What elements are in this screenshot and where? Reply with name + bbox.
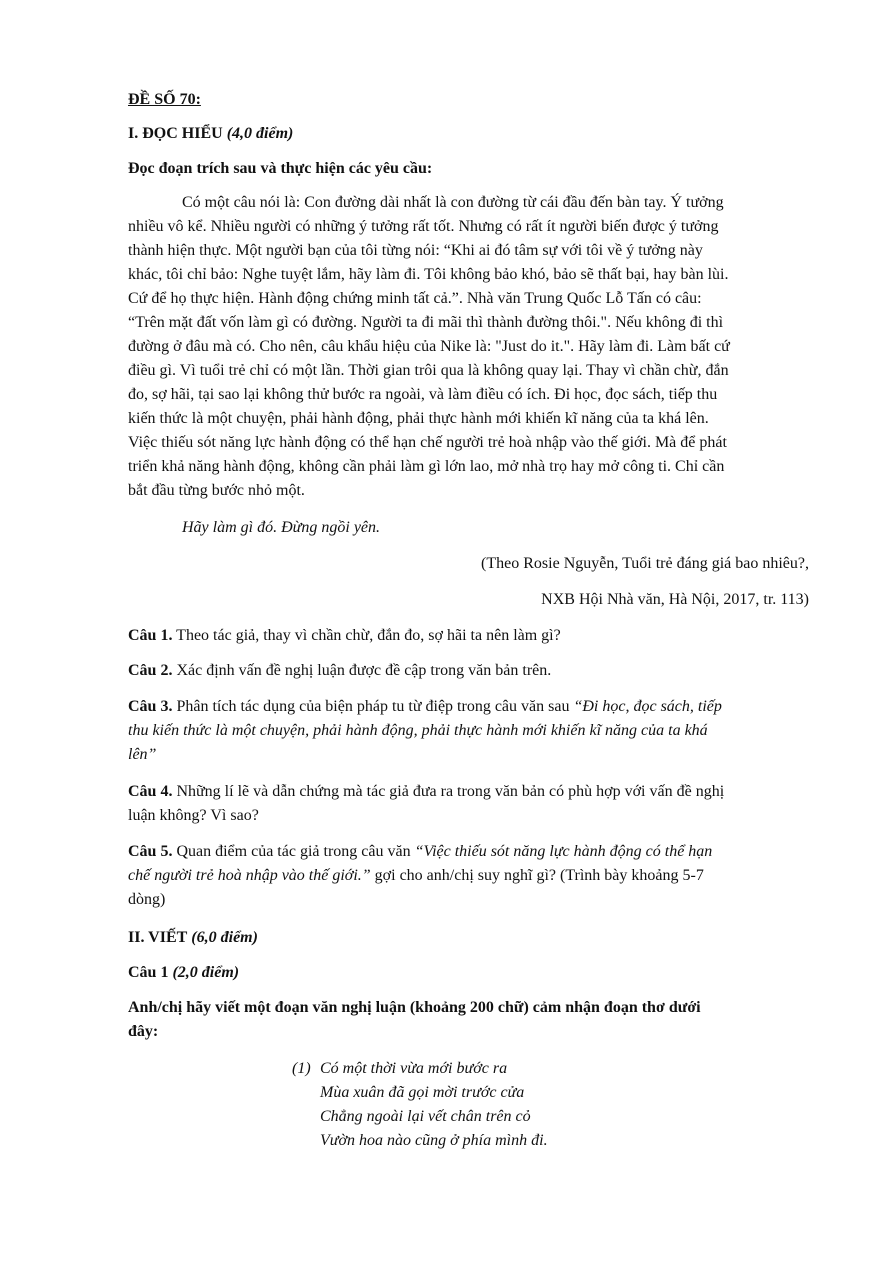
question-4-line-1 [128,782,724,802]
question-text: gợi cho anh/chị suy nghĩ gì? (Trình bày khoảng 5-7 [370,867,704,884]
section-1-heading [128,124,293,144]
poem-number: (1) [292,1060,311,1077]
question-text: Quan điểm của tác giả trong câu văn [172,843,415,860]
passage-line: đường ở đâu mà có. Cho nên, câu khẩu hiệu của Nike là: "Just do it.". Hãy làm đi. Làm bất cứ [128,338,730,355]
question-label: Câu 1. [128,627,173,644]
passage-line: kiến thức là một chuyện, phải hành động, phải thực hành mới khiến kĩ năng của ta khá lên. [128,410,709,427]
question-3-line-2: thu kiến thức là một chuyện, phải hành động, phải thực hành mới khiến kĩ năng của ta khá [128,722,708,739]
section-1-score: (4,0 điểm) [226,125,294,142]
passage-line: thành hiện thực. Một người bạn của tôi từng nói: “Khi ai đó tâm sự với tôi về ý tưởng này [128,242,703,259]
exam-title: ĐỀ SỐ 70: [128,91,201,108]
question-label: Câu 3. [128,698,173,715]
writing-prompt-line-2: đây: [128,1023,159,1040]
question-score: (2,0 điểm) [172,964,240,981]
question-4-line-2: luận không? Vì sao? [128,807,259,824]
question-quote: “Đi học, đọc sách, tiếp [573,698,722,715]
passage-line: điều gì. Vì tuổi trẻ chỉ có một lần. Thời gian trôi qua là không quay lại. Thay vì chần chừ, đắn [128,362,729,379]
question-1 [128,626,561,646]
passage-line: Có một câu nói là: Con đường dài nhất là con đường từ cái đầu đến bàn tay. Ý tưởng [182,194,724,211]
passage-line: nhiều vô kể. Nhiều người có những ý tưởng rất tốt. Nhưng có rất ít người biến được ý tưởng [128,218,719,235]
poem-line: Có một thời vừa mới bước ra [320,1060,508,1077]
question-2 [128,661,551,681]
question-text: Theo tác giả, thay vì chần chừ, đắn đo, sợ hãi ta nên làm gì? [172,627,561,644]
question-quote: “Việc thiếu sót năng lực hành động có thể hạn [414,843,713,860]
question-5-line-1 [128,842,712,862]
question-text: Những lí lẽ và dẫn chứng mà tác giả đưa ra trong văn bản có phù hợp với vấn đề nghị [172,783,725,800]
question-5-line-3: dòng) [128,891,166,908]
question-label: Câu 2. [128,662,173,679]
passage-line: triển khả năng hành động, không cần phải làm gì lớn lao, mở nhà trọ hay mở công ti. Chỉ cần [128,458,725,475]
writing-question-1 [128,963,239,983]
question-label: Câu 4. [128,783,173,800]
reading-instruction: Đọc đoạn trích sau và thực hiện các yêu cầu: [128,160,433,177]
question-3-line-3: lên” [128,746,157,763]
passage-line: đo, sợ hãi, tại sao lại không thử bước ra ngoài, và làm điều có ích. Đi học, đọc sách, tiếp thu [128,386,718,403]
question-text: Phân tích tác dụng của biện pháp tu từ điệp trong câu văn sau [172,698,574,715]
passage-closing: Hãy làm gì đó. Đừng ngồi yên. [182,519,381,536]
section-2-score: (6,0 điểm) [191,929,258,946]
question-label: Câu 1 [128,964,169,981]
passage-line: bắt đầu từng bước nhỏ một. [128,482,305,499]
passage-line: “Trên mặt đất vốn làm gì có đường. Người ta đi mãi thì thành đường thôi.". Nếu không đi thì [128,314,724,331]
passage-line: Việc thiếu sót năng lực hành động có thể hạn chế người trẻ hoà nhập vào thế giới. Mà để phát [128,434,727,451]
question-5-line-2 [128,866,704,886]
question-quote: chế người trẻ hoà nhập vào thế giới.” [128,867,371,884]
question-label: Câu 5. [128,843,173,860]
section-2-title: II. VIẾT [128,929,188,946]
passage-line: khác, tôi chỉ bảo: Nghe tuyệt lắm, hãy làm đi. Tôi không bảo khó, bảo sẽ thất bại, hay bàn lùi. [128,266,729,283]
passage-line: Cứ để họ thực hiện. Hành động chứng minh tất cả.”. Nhà văn Trung Quốc Lỗ Tấn có câu: [128,290,702,307]
question-text: Xác định vấn đề nghị luận được đề cập trong văn bản trên. [172,662,552,679]
writing-prompt-line-1: Anh/chị hãy viết một đoạn văn nghị luận (khoảng 200 chữ) cảm nhận đoạn thơ dưới [128,999,701,1016]
poem-line: Vườn hoa nào cũng ở phía mình đi. [320,1132,548,1149]
poem-line: Chẳng ngoài lại vết chân trên cỏ [320,1108,531,1125]
question-3-line-1 [128,697,722,717]
source-citation-line-1: (Theo Rosie Nguyễn, Tuổi trẻ đáng giá bao nhiêu?, [481,555,809,572]
section-1-title: I. ĐỌC HIỂU [128,125,223,142]
poem-line: Mùa xuân đã gọi mời trước cửa [320,1084,525,1101]
section-2-heading [128,928,258,948]
source-citation-line-2: NXB Hội Nhà văn, Hà Nội, 2017, tr. 113) [541,591,809,608]
